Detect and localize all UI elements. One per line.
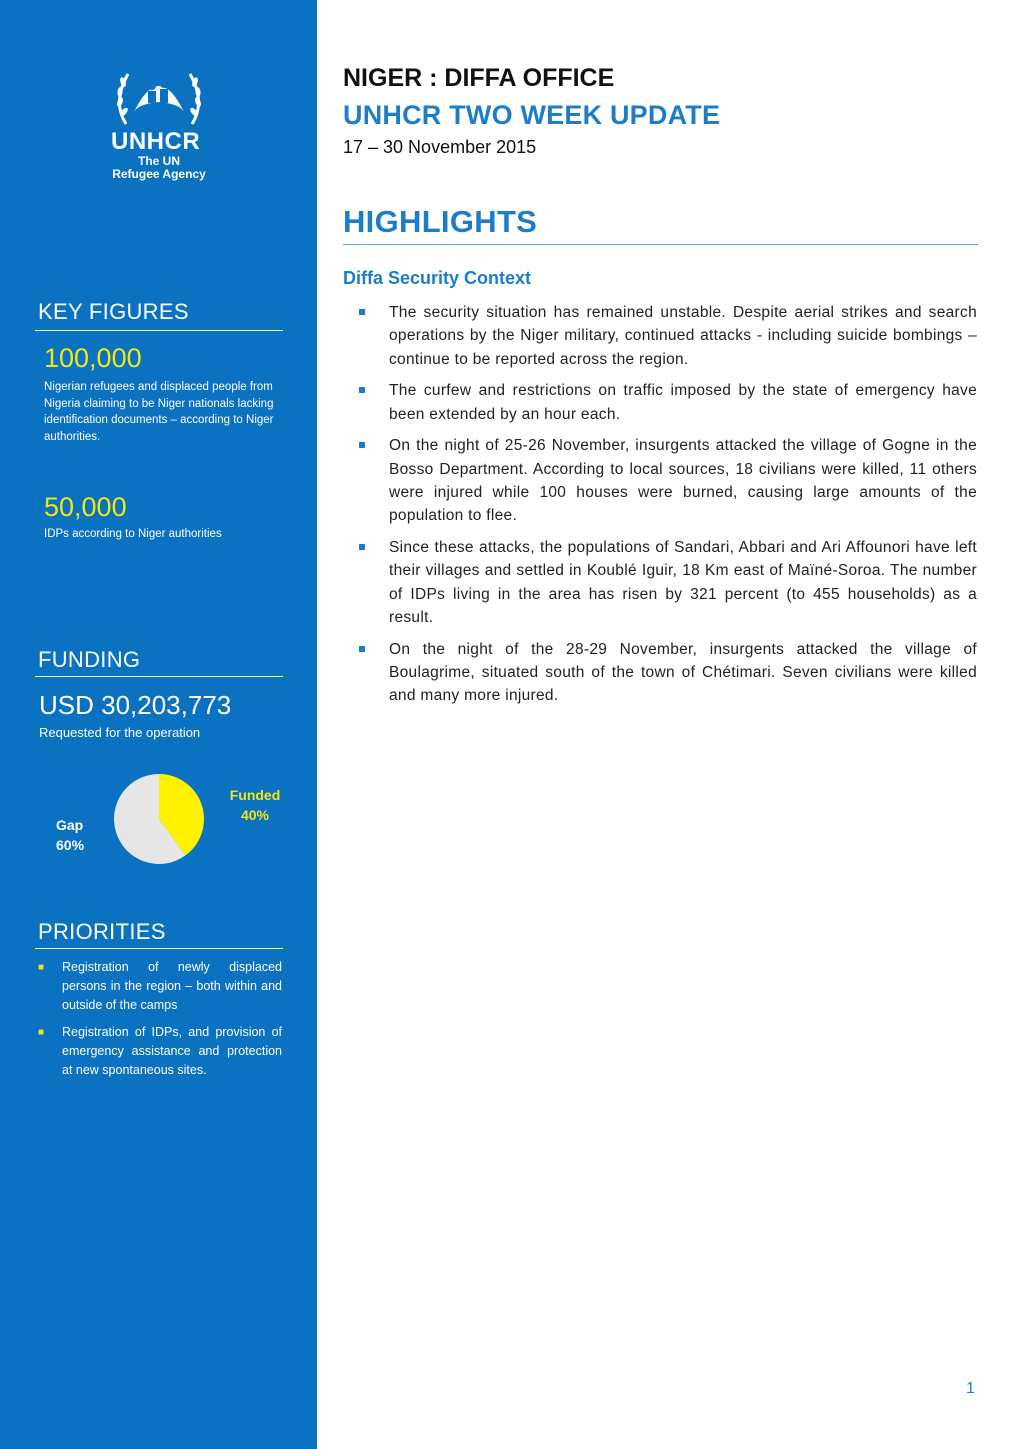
highlights-rule — [343, 244, 978, 245]
page-title: NIGER : DIFFA OFFICE — [343, 64, 615, 92]
bullet-icon — [359, 309, 365, 315]
funding-rule — [35, 676, 283, 677]
highlight-item — [357, 638, 977, 708]
context-heading: Diffa Security Context — [343, 268, 532, 288]
priorities-rule — [35, 948, 283, 949]
bullet-icon — [359, 387, 365, 393]
key-figure-note: Nigerian refugees and displaced people from Nigeria claiming to be Niger nationals lacking identification documents – according to Niger authorities. — [44, 381, 274, 443]
key-figures-heading: KEY FIGURES — [38, 299, 189, 324]
funding-pie-chart — [113, 773, 205, 865]
bullet-icon — [359, 442, 365, 448]
highlights-list — [357, 301, 977, 716]
highlight-text: Since these attacks, the populations of Sandari, Abbari and Ari Affounori have left their villages and settled in Koublé Iguir, 18 Km east of Maïné-Soroa. The number of IDPs living in the area has risen by 321 percent (to 455 households) as a result. — [389, 539, 977, 627]
pie-label-gap-value: 60% — [56, 837, 85, 853]
priority-text: Registration of IDPs, and provision of emergency assistance and protection at new spontaneous sites. — [62, 1025, 282, 1077]
page-number: 1 — [966, 1380, 975, 1397]
logo-tagline — [111, 155, 207, 181]
pie-label-gap-name: Gap — [56, 817, 84, 833]
pie-label-funded — [226, 785, 284, 825]
pie-label-funded-name: Funded — [229, 787, 281, 803]
bullet-icon — [359, 544, 365, 550]
priority-text: Registration of newly displaced persons in the region – both within and outside of the camps — [62, 960, 282, 1012]
priority-item — [38, 1023, 282, 1080]
funding-heading: FUNDING — [38, 647, 141, 672]
highlight-text: The security situation has remained unstable. Despite aerial strikes and search operations by the Niger military, continued attacks - including suicide bombings – continue to be reported across the region. — [389, 304, 977, 368]
highlight-item — [357, 301, 977, 371]
bullet-icon — [359, 646, 365, 652]
priorities-list — [38, 958, 282, 1088]
funding-note: Requested for the operation — [39, 725, 201, 740]
logo-tagline-line2: Refugee Agency — [112, 167, 206, 181]
priority-item — [38, 958, 282, 1015]
funding-amount: USD 30,203,773 — [39, 690, 232, 720]
pie-label-funded-value: 40% — [240, 807, 270, 823]
sidebar — [0, 0, 317, 1449]
highlight-text: On the night of the 28-29 November, insurgents attacked the village of Boulagrime, situated south of the town of Chétimari. Seven civilians were killed and many more injured. — [389, 640, 977, 705]
highlight-text: On the night of 25-26 November, insurgents attacked the village of Gogne in the Bosso Department. According to local sources, 18 civilians were killed, 11 others were injured while 100 houses were burned, causing large amounts of the population to flee. — [389, 437, 977, 525]
logo-tagline-line1: The UN — [138, 154, 180, 168]
unhcr-logo — [104, 64, 214, 128]
key-figures-rule — [35, 330, 283, 331]
report-date: 17 – 30 November 2015 — [343, 137, 537, 157]
pie-label-gap — [56, 815, 98, 855]
highlight-item — [357, 379, 977, 426]
key-figure-value: 50,000 — [44, 492, 127, 522]
highlight-item — [357, 536, 977, 629]
highlight-item — [357, 434, 977, 527]
bullet-icon: ■ — [38, 1027, 45, 1038]
highlights-heading: HIGHLIGHTS — [343, 204, 538, 239]
priorities-heading: PRIORITIES — [38, 919, 166, 944]
key-figure-value: 100,000 — [44, 343, 142, 373]
highlight-text: The curfew and restrictions on traffic imposed by the state of emergency have been extended by an hour each. — [389, 382, 977, 423]
page-subtitle: UNHCR TWO WEEK UPDATE — [343, 100, 721, 130]
bullet-icon: ■ — [38, 962, 45, 973]
key-figure-note: IDPs according to Niger authorities — [44, 528, 222, 540]
logo-wordmark: UNHCR — [111, 128, 201, 155]
